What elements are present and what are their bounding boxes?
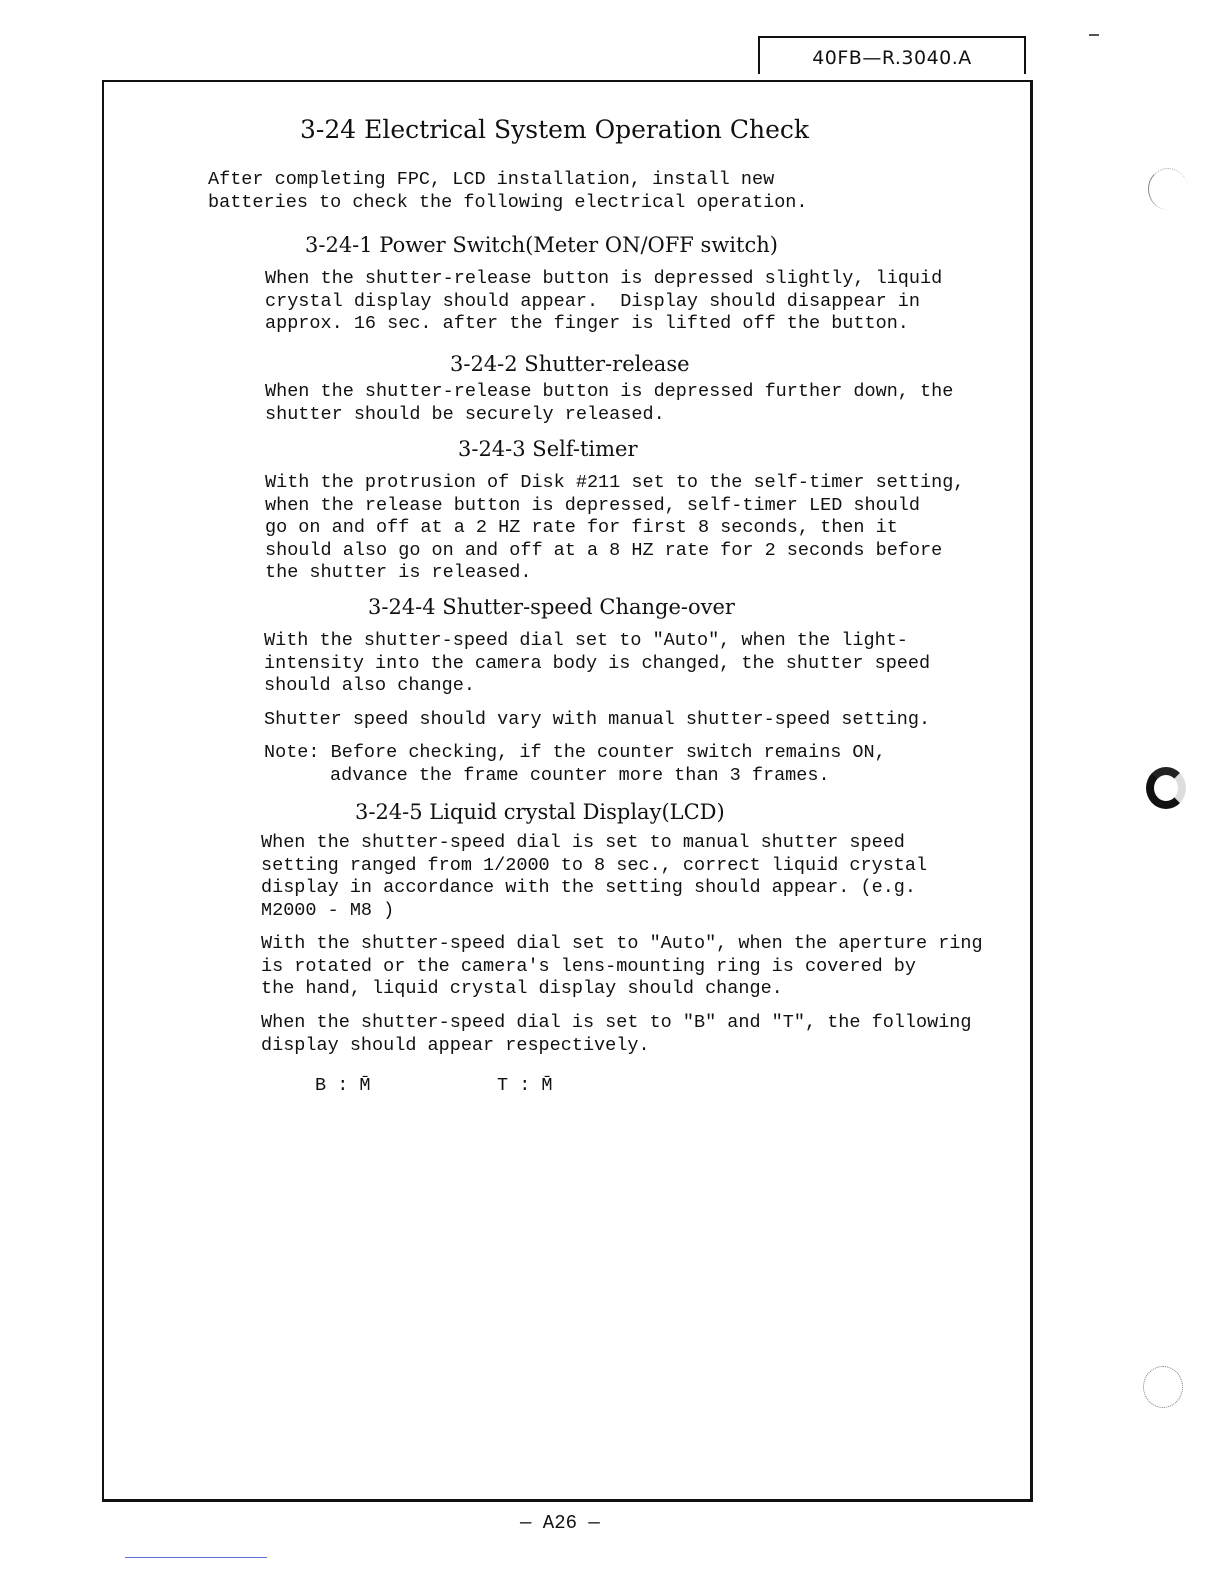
note-continuation: advance the frame counter more than 3 frames. — [330, 765, 830, 786]
subsection-heading-lcd: 3-24-5 Liquid crystal Display(LCD) — [355, 800, 725, 824]
margin-mark — [1089, 34, 1099, 36]
blue-underline-mark — [125, 1557, 267, 1558]
subsection-heading-shutter-release: 3-24-2 Shutter-release — [450, 352, 690, 376]
binder-hole-bottom — [1143, 1366, 1183, 1408]
shutter-speed-paragraph: With the shutter-speed dial set to "Auto", when the light- intensity into the camera body is changed, the shutter speed should also change. — [264, 630, 931, 696]
shutter-speed-manual-paragraph: Shutter speed should vary with manual shutter-speed setting. — [264, 709, 931, 730]
shutter-release-paragraph: When the shutter-release button is depressed further down, the shutter should be securely released. — [265, 381, 954, 425]
binder-hole-top — [1148, 168, 1188, 210]
section-title: 3-24 Electrical System Operation Check — [300, 115, 810, 144]
power-switch-paragraph: When the shutter-release button is depressed slightly, liquid crystal display should appear. Display should disappear in approx. 16 sec. after the finger is lifted off the button. — [265, 268, 943, 334]
subsection-heading-shutter-speed: 3-24-4 Shutter-speed Change-over — [368, 595, 735, 619]
lcd-paragraph: When the shutter-speed dial is set to manual shutter speed setting ranged from 1/2000 to 8 sec., correct liquid crystal display in accordance with the setting should appear. (e.g. M2000 - M8 ) — [261, 832, 928, 921]
document-reference-box: 40FB—R.3040.A — [758, 36, 1026, 74]
self-timer-paragraph: With the protrusion of Disk #211 set to the self-timer setting, when the release button is depressed, self-timer LED should go on and off at a 2 HZ rate for first 8 seconds, then it should also go on and off at a 8 HZ rate for 2 seconds before the shutter is released. — [265, 472, 965, 583]
subsection-heading-power-switch: 3-24-1 Power Switch(Meter ON/OFF switch) — [305, 233, 778, 257]
subsection-heading-self-timer: 3-24-3 Self-timer — [458, 437, 638, 461]
note-line: Note: Before checking, if the counter switch remains ON, — [264, 742, 886, 763]
lcd-bt-paragraph: When the shutter-speed dial is set to "B" and "T", the following display should appear respectively. — [261, 1012, 972, 1056]
lcd-auto-paragraph: With the shutter-speed dial set to "Auto", when the aperture ring is rotated or the camera's lens-mounting ring is covered by the hand, liquid crystal display should change. — [261, 933, 983, 999]
page-number: — A26 — — [520, 1512, 600, 1534]
display-t-readout: T : M̄ — [497, 1075, 553, 1096]
binder-hole-middle — [1146, 767, 1186, 809]
display-b-readout: B : M̄ — [315, 1075, 371, 1096]
intro-paragraph: After completing FPC, LCD installation, install new batteries to check the following electrical operation. — [208, 169, 808, 213]
